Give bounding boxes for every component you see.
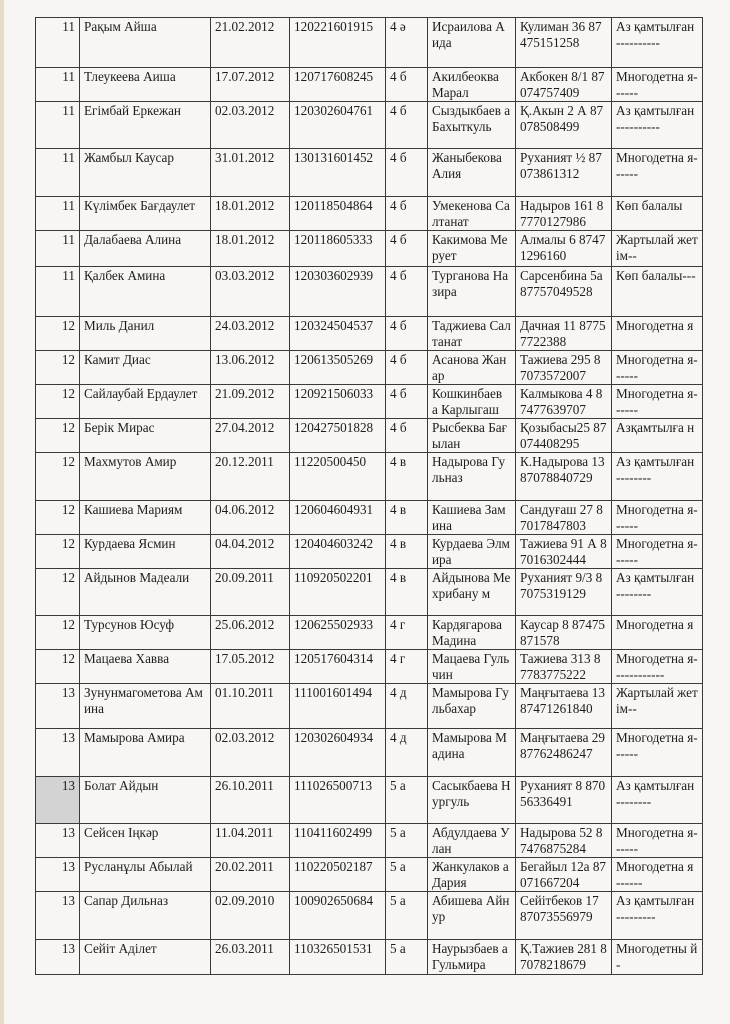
iin-number-cell: 120921506033 — [290, 385, 386, 419]
class-grade-cell: 4 в — [386, 535, 428, 569]
student-name-cell: Айдынов Мадеали — [80, 569, 211, 616]
class-grade-cell: 4 б — [386, 351, 428, 385]
class-grade-cell: 4 ә — [386, 18, 428, 68]
student-name-cell: Болат Айдын — [80, 777, 211, 824]
address-phone-cell: Тажиева 313 87783775222 — [516, 650, 612, 684]
student-name-cell: Камит Диас — [80, 351, 211, 385]
row-number-cell: 12 — [36, 501, 80, 535]
parent-name-cell: Жаныбекова Алия — [428, 149, 516, 197]
iin-number-cell: 120221601915 — [290, 18, 386, 68]
birth-date-cell: 17.07.2012 — [211, 68, 290, 102]
iin-number-cell: 111026500713 — [290, 777, 386, 824]
table-row — [36, 149, 703, 197]
parent-name-cell: Асанова Жанар — [428, 351, 516, 385]
table-row — [36, 385, 703, 419]
table-row — [36, 616, 703, 650]
class-grade-cell: 4 б — [386, 68, 428, 102]
class-grade-cell: 4 б — [386, 267, 428, 317]
address-phone-cell: Калмыкова 4 87477639707 — [516, 385, 612, 419]
family-status-cell: Аз қамтылған---------- — [612, 102, 703, 149]
family-status-cell: Многодетна я------------ — [612, 650, 703, 684]
iin-number-cell: 11220500450 — [290, 453, 386, 501]
row-number-cell: 12 — [36, 569, 80, 616]
table-row — [36, 453, 703, 501]
iin-number-cell: 110920502201 — [290, 569, 386, 616]
table-row — [36, 650, 703, 684]
parent-name-cell: Кашиева Замина — [428, 501, 516, 535]
row-number-cell: 13 — [36, 729, 80, 777]
parent-name-cell: Рысбеква Бағылан — [428, 419, 516, 453]
iin-number-cell: 110411602499 — [290, 824, 386, 858]
class-grade-cell: 4 д — [386, 684, 428, 729]
iin-number-cell: 120613505269 — [290, 351, 386, 385]
birth-date-cell: 20.12.2011 — [211, 453, 290, 501]
address-phone-cell: Руханият 8 87056336491 — [516, 777, 612, 824]
class-grade-cell: 4 в — [386, 453, 428, 501]
address-phone-cell: Каусар 8 87475871578 — [516, 616, 612, 650]
student-name-cell: Махмутов Амир — [80, 453, 211, 501]
iin-number-cell: 120303602939 — [290, 267, 386, 317]
family-status-cell: Аз қамтылған-------- — [612, 453, 703, 501]
parent-name-cell: Кардягарова Мадина — [428, 616, 516, 650]
student-name-cell: Сейіт Аділет — [80, 940, 211, 975]
parent-name-cell: Абишева Айнур — [428, 892, 516, 940]
class-grade-cell: 5 а — [386, 777, 428, 824]
address-phone-cell: Маңғытаева 29 87762486247 — [516, 729, 612, 777]
student-name-cell: Жамбыл Каусар — [80, 149, 211, 197]
iin-number-cell: 120604604931 — [290, 501, 386, 535]
row-number-cell: 11 — [36, 267, 80, 317]
birth-date-cell: 26.10.2011 — [211, 777, 290, 824]
class-grade-cell: 5 а — [386, 858, 428, 892]
table-row — [36, 102, 703, 149]
student-name-cell: Турсунов Юсуф — [80, 616, 211, 650]
table-row — [36, 940, 703, 975]
birth-date-cell: 03.03.2012 — [211, 267, 290, 317]
table-row — [36, 892, 703, 940]
family-status-cell: Аз қамтылған--------- — [612, 892, 703, 940]
table-row — [36, 267, 703, 317]
birth-date-cell: 21.09.2012 — [211, 385, 290, 419]
birth-date-cell: 20.09.2011 — [211, 569, 290, 616]
parent-name-cell: Таджиева Салтанат — [428, 317, 516, 351]
table-row — [36, 231, 703, 267]
student-name-cell: Сайлаубай Ердаулет — [80, 385, 211, 419]
student-name-cell: Мамырова Амира — [80, 729, 211, 777]
parent-name-cell: Умекенова Салтанат — [428, 197, 516, 231]
table-row — [36, 317, 703, 351]
table-row — [36, 501, 703, 535]
iin-number-cell: 100902650684 — [290, 892, 386, 940]
roster-body — [36, 18, 703, 975]
table-row — [36, 569, 703, 616]
table-row — [36, 351, 703, 385]
address-phone-cell: Қ.Акын 2 А 87078508499 — [516, 102, 612, 149]
birth-date-cell: 04.06.2012 — [211, 501, 290, 535]
parent-name-cell: Сыздыкбаев а Бахыткуль — [428, 102, 516, 149]
family-status-cell: Многодетны й - — [612, 940, 703, 975]
family-status-cell: Многодетна я------ — [612, 149, 703, 197]
row-number-cell: 12 — [36, 317, 80, 351]
iin-number-cell: 130131601452 — [290, 149, 386, 197]
class-grade-cell: 4 б — [386, 197, 428, 231]
birth-date-cell: 27.04.2012 — [211, 419, 290, 453]
parent-name-cell: Турганова Назира — [428, 267, 516, 317]
address-phone-cell: Руханият ½ 87073861312 — [516, 149, 612, 197]
table-row — [36, 777, 703, 824]
address-phone-cell: Қ.Тажиев 281 87078218679 — [516, 940, 612, 975]
parent-name-cell: Курдаева Элмира — [428, 535, 516, 569]
parent-name-cell: Какимова Мерует — [428, 231, 516, 267]
iin-number-cell: 120118504864 — [290, 197, 386, 231]
row-number-cell: 12 — [36, 453, 80, 501]
class-grade-cell: 4 б — [386, 231, 428, 267]
parent-name-cell: Мамырова Гульбахар — [428, 684, 516, 729]
class-grade-cell: 5 а — [386, 824, 428, 858]
birth-date-cell: 25.06.2012 — [211, 616, 290, 650]
birth-date-cell: 21.02.2012 — [211, 18, 290, 68]
row-number-cell: 11 — [36, 231, 80, 267]
address-phone-cell: Акбокен 8/1 87074757409 — [516, 68, 612, 102]
parent-name-cell: Надырова Гульназ — [428, 453, 516, 501]
birth-date-cell: 18.01.2012 — [211, 231, 290, 267]
student-name-cell: Мацаева Хавва — [80, 650, 211, 684]
birth-date-cell: 11.04.2011 — [211, 824, 290, 858]
birth-date-cell: 01.10.2011 — [211, 684, 290, 729]
student-name-cell: Русланұлы Абылай — [80, 858, 211, 892]
family-status-cell: Многодетна я------ — [612, 535, 703, 569]
student-name-cell: Егімбай Еркежан — [80, 102, 211, 149]
family-status-cell: Многодетна я — [612, 317, 703, 351]
family-status-cell: Многодетна я------ — [612, 351, 703, 385]
student-name-cell: Кашиева Мариям — [80, 501, 211, 535]
row-number-cell: 12 — [36, 419, 80, 453]
family-status-cell: Многодетна я------ — [612, 385, 703, 419]
birth-date-cell: 02.03.2012 — [211, 729, 290, 777]
student-name-cell: Далабаева Алина — [80, 231, 211, 267]
row-number-cell: 13 — [36, 940, 80, 975]
class-grade-cell: 4 г — [386, 650, 428, 684]
iin-number-cell: 120302604934 — [290, 729, 386, 777]
row-number-cell: 11 — [36, 197, 80, 231]
address-phone-cell: Қозыбасы25 87074408295 — [516, 419, 612, 453]
row-number-cell: 13 — [36, 858, 80, 892]
row-number-cell: 11 — [36, 68, 80, 102]
student-roster-table — [35, 17, 703, 975]
family-status-cell: Көп балалы — [612, 197, 703, 231]
student-name-cell: Рақым Айша — [80, 18, 211, 68]
parent-name-cell: Исраилова Аида — [428, 18, 516, 68]
iin-number-cell: 120324504537 — [290, 317, 386, 351]
parent-name-cell: Кошкинбаев а Карлыгаш — [428, 385, 516, 419]
address-phone-cell: Надыров 161 87770127986 — [516, 197, 612, 231]
iin-number-cell: 120717608245 — [290, 68, 386, 102]
row-number-cell: 13 — [36, 777, 80, 824]
row-number-cell: 11 — [36, 18, 80, 68]
address-phone-cell: Надырова 52 87476875284 — [516, 824, 612, 858]
birth-date-cell: 04.04.2012 — [211, 535, 290, 569]
birth-date-cell: 20.02.2011 — [211, 858, 290, 892]
iin-number-cell: 120625502933 — [290, 616, 386, 650]
class-grade-cell: 4 б — [386, 149, 428, 197]
table-row — [36, 824, 703, 858]
family-status-cell: Көп балалы--- — [612, 267, 703, 317]
row-number-cell: 13 — [36, 824, 80, 858]
student-name-cell: Күлімбек Бағдаулет — [80, 197, 211, 231]
class-grade-cell: 4 б — [386, 419, 428, 453]
table-row — [36, 18, 703, 68]
student-name-cell: Қалбек Амина — [80, 267, 211, 317]
family-status-cell: Аз қамтылған---------- — [612, 18, 703, 68]
family-status-cell: Многодетна я------ — [612, 68, 703, 102]
student-name-cell: Курдаева Ясмин — [80, 535, 211, 569]
parent-name-cell: Мацаева Гульчин — [428, 650, 516, 684]
class-grade-cell: 4 в — [386, 569, 428, 616]
birth-date-cell: 13.06.2012 — [211, 351, 290, 385]
row-number-cell: 13 — [36, 684, 80, 729]
address-phone-cell: Сарсенбина 5а 87757049528 — [516, 267, 612, 317]
row-number-cell: 12 — [36, 535, 80, 569]
student-name-cell: Миль Данил — [80, 317, 211, 351]
table-row — [36, 68, 703, 102]
family-status-cell: Жартылай жетім-- — [612, 684, 703, 729]
family-status-cell: Многодетна я — [612, 616, 703, 650]
iin-number-cell: 120118605333 — [290, 231, 386, 267]
family-status-cell: Многодетна я------ — [612, 729, 703, 777]
family-status-cell: Аз қамтылған-------- — [612, 569, 703, 616]
row-number-cell: 13 — [36, 892, 80, 940]
birth-date-cell: 02.03.2012 — [211, 102, 290, 149]
address-phone-cell: Дачная 11 87757722388 — [516, 317, 612, 351]
parent-name-cell: Абдулдаева Улан — [428, 824, 516, 858]
birth-date-cell: 17.05.2012 — [211, 650, 290, 684]
class-grade-cell: 5 а — [386, 940, 428, 975]
parent-name-cell: Акилбеоква Марал — [428, 68, 516, 102]
row-number-cell: 11 — [36, 102, 80, 149]
student-name-cell: Зунунмагометова Амина — [80, 684, 211, 729]
address-phone-cell: Сейітбеков 17 87073556979 — [516, 892, 612, 940]
parent-name-cell: Мамырова Мадина — [428, 729, 516, 777]
address-phone-cell: Сандуғаш 27 87017847803 — [516, 501, 612, 535]
student-name-cell: Берік Мирас — [80, 419, 211, 453]
family-status-cell: Жартылай жетім-- — [612, 231, 703, 267]
address-phone-cell: Бегайыл 12а 87071667204 — [516, 858, 612, 892]
class-grade-cell: 5 а — [386, 892, 428, 940]
parent-name-cell: Айдынова Мехрибану м — [428, 569, 516, 616]
row-number-cell: 12 — [36, 351, 80, 385]
iin-number-cell: 111001601494 — [290, 684, 386, 729]
parent-name-cell: Сасыкбаева Нургуль — [428, 777, 516, 824]
row-number-cell: 11 — [36, 149, 80, 197]
row-number-cell: 12 — [36, 616, 80, 650]
birth-date-cell: 24.03.2012 — [211, 317, 290, 351]
address-phone-cell: Тажиева 91 А 87016302444 — [516, 535, 612, 569]
row-number-cell: 12 — [36, 650, 80, 684]
class-grade-cell: 4 д — [386, 729, 428, 777]
class-grade-cell: 4 б — [386, 385, 428, 419]
birth-date-cell: 18.01.2012 — [211, 197, 290, 231]
class-grade-cell: 4 б — [386, 102, 428, 149]
family-status-cell: Азқамтылға н — [612, 419, 703, 453]
family-status-cell: Аз қамтылған-------- — [612, 777, 703, 824]
iin-number-cell: 120404603242 — [290, 535, 386, 569]
address-phone-cell: К.Надырова 13 87078840729 — [516, 453, 612, 501]
page-edge — [0, 0, 4, 1024]
family-status-cell: Многодетна я ------ — [612, 858, 703, 892]
birth-date-cell: 02.09.2010 — [211, 892, 290, 940]
family-status-cell: Многодетна я------ — [612, 501, 703, 535]
class-grade-cell: 4 б — [386, 317, 428, 351]
parent-name-cell: Наурызбаев а Гульмира — [428, 940, 516, 975]
student-name-cell: Сейсен Іңкәр — [80, 824, 211, 858]
student-name-cell: Тлеукеева Аиша — [80, 68, 211, 102]
family-status-cell: Многодетна я------ — [612, 824, 703, 858]
table-row — [36, 535, 703, 569]
address-phone-cell: Кулиман 36 87475151258 — [516, 18, 612, 68]
table-row — [36, 729, 703, 777]
birth-date-cell: 31.01.2012 — [211, 149, 290, 197]
iin-number-cell: 110220502187 — [290, 858, 386, 892]
address-phone-cell: Тажиева 295 87073572007 — [516, 351, 612, 385]
iin-number-cell: 120302604761 — [290, 102, 386, 149]
class-grade-cell: 4 в — [386, 501, 428, 535]
parent-name-cell: Жанкулаков а Дария — [428, 858, 516, 892]
table-row — [36, 858, 703, 892]
row-number-cell: 12 — [36, 385, 80, 419]
iin-number-cell: 110326501531 — [290, 940, 386, 975]
student-name-cell: Сапар Дильназ — [80, 892, 211, 940]
table-row — [36, 197, 703, 231]
iin-number-cell: 120427501828 — [290, 419, 386, 453]
address-phone-cell: Руханият 9/3 87075319129 — [516, 569, 612, 616]
birth-date-cell: 26.03.2011 — [211, 940, 290, 975]
table-row — [36, 684, 703, 729]
class-grade-cell: 4 г — [386, 616, 428, 650]
iin-number-cell: 120517604314 — [290, 650, 386, 684]
address-phone-cell: Маңғытаева 13 87471261840 — [516, 684, 612, 729]
address-phone-cell: Алмалы 6 87471296160 — [516, 231, 612, 267]
table-row — [36, 419, 703, 453]
